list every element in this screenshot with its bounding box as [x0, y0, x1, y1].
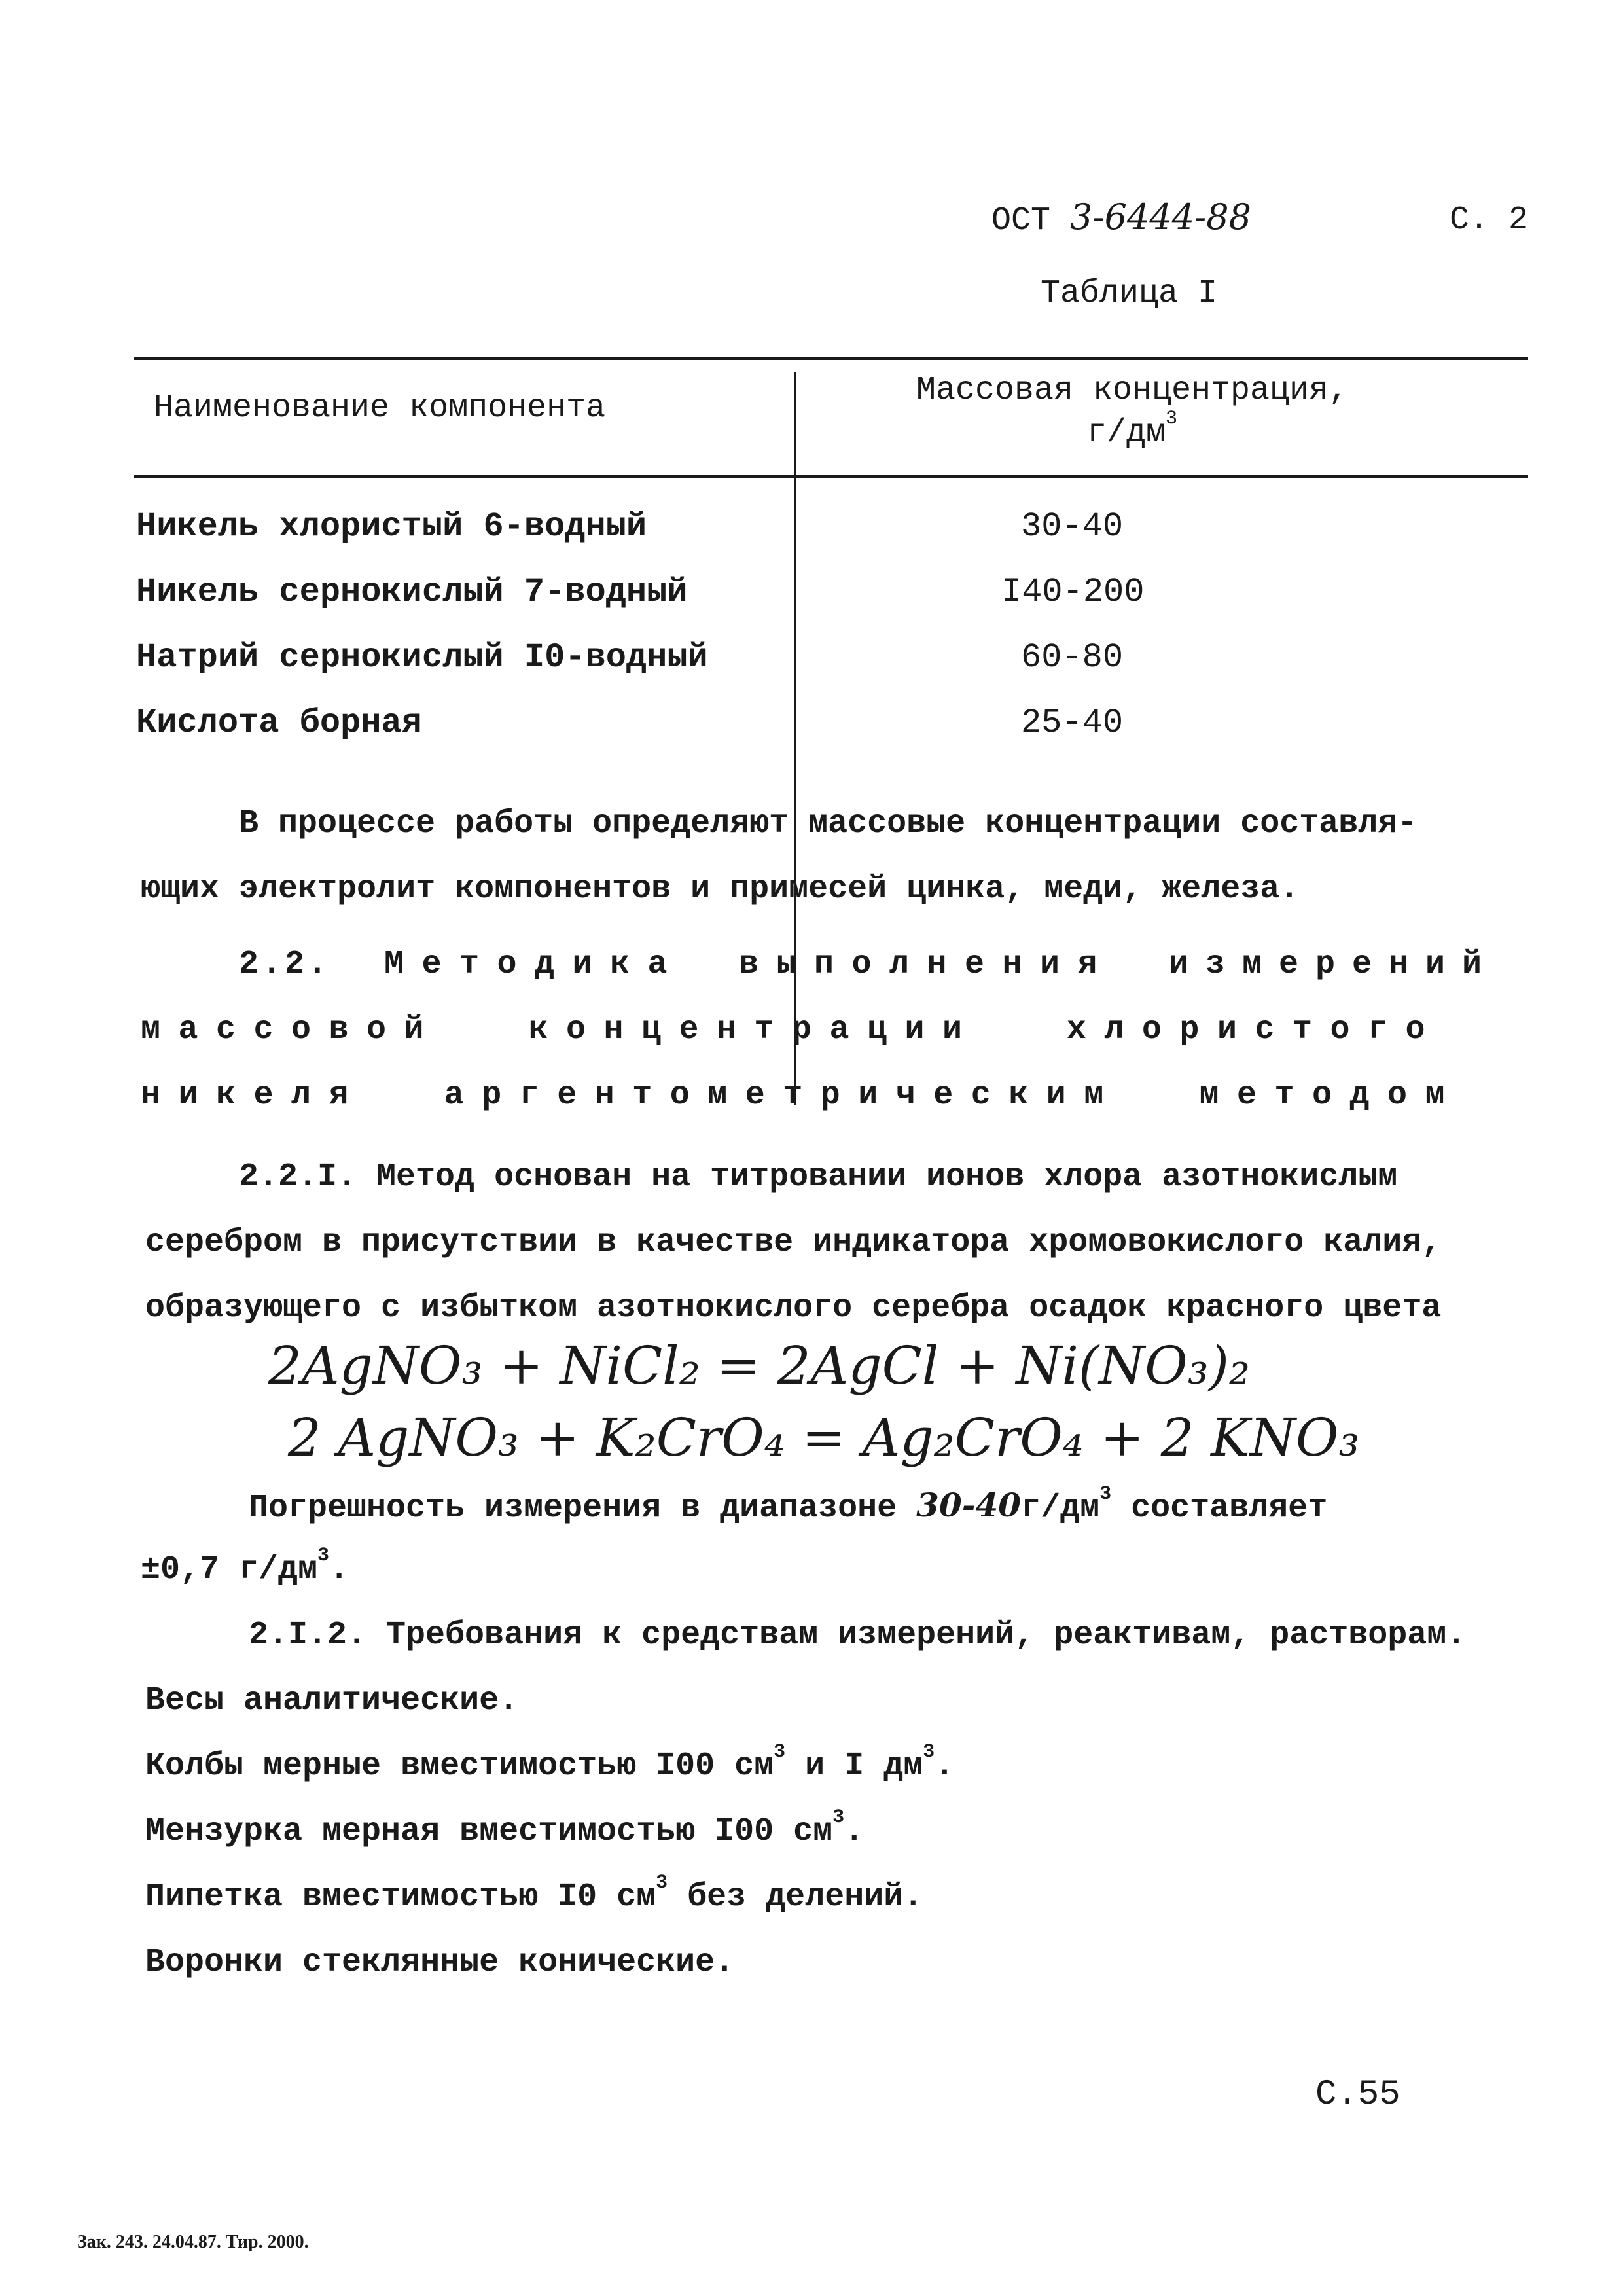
section-number: 2.2. — [239, 946, 331, 983]
table-column-divider — [794, 372, 796, 1105]
page-number: С. 2 — [1450, 202, 1529, 239]
section-word: Методика — [383, 946, 686, 983]
equation-nitrate-chromate: 2 AgNO₃ + K₂CrO₄ = Ag₂CrO₄ + 2 KNO₃ — [288, 1407, 1360, 1468]
footer-page-label: С.55 — [1315, 2075, 1400, 2115]
standard-prefix: ОСТ — [991, 202, 1051, 240]
requirements-item: Воронки стеклянные конические. — [145, 1944, 735, 1981]
table-top-rule — [134, 357, 1528, 360]
concentration-value: 30-40 — [1021, 507, 1124, 546]
equation-nitrate-chloride: 2AgNO₃ + NiCl₂ = 2AgCl + Ni(NO₃)₂ — [268, 1335, 1251, 1396]
section-word: измерений — [1168, 946, 1499, 983]
table-row — [136, 573, 688, 611]
section-heading-line1 — [239, 946, 1499, 983]
standard-number: 3-6444-88 — [1070, 196, 1252, 238]
section-word: массовой — [141, 1011, 442, 1049]
standard-designation — [991, 196, 1251, 240]
component-name: Кислота борная — [136, 704, 422, 742]
requirements-heading: 2.I.2. Требования к средствам измерений, реактивам, растворам. — [249, 1617, 1467, 1654]
table-row — [136, 638, 708, 677]
concentration-value: 25-40 — [1021, 704, 1124, 742]
requirements-item: Колбы мерные вместимостью I00 $см^3$ и I $дм^3$. — [145, 1741, 955, 1785]
paragraph-line: В процессе работы определяют массовые концентрации составля- — [239, 805, 1418, 842]
table-title: Таблица I — [1041, 275, 1218, 312]
component-name: Никель сернокислый 7-водный — [136, 573, 688, 611]
table-row — [136, 507, 647, 546]
paragraph-line: образующего с избытком азотнокислого серебра осадок красного цвета — [145, 1289, 1442, 1327]
section-word: аргентометрическим — [444, 1077, 1122, 1114]
paragraph-line: серебром в присутствии в качестве индикатора хромовокислого калия, — [145, 1224, 1442, 1261]
requirements-item: Весы аналитические. — [145, 1682, 519, 1719]
table-row — [136, 704, 422, 742]
section-word: выполнения — [738, 946, 1116, 983]
section-word: концентрации — [528, 1011, 980, 1049]
component-name: Никель хлористый 6-водный — [136, 507, 647, 546]
table-header-component: Наименование компонента — [154, 389, 606, 427]
requirements-item: Мензурка мерная вместимостью I00 $см^3$. — [145, 1806, 865, 1850]
component-name: Натрий сернокислый I0-водный — [136, 638, 708, 677]
print-info: Зак. 243. 24.04.87. Тир. 2000. — [77, 2232, 309, 2252]
accuracy-line2: ±0,7 $г/дм^3$. — [141, 1545, 349, 1588]
section-heading-line2 — [141, 1011, 1443, 1049]
table-header-concentration-unit: $г/дм^3$ — [1086, 408, 1178, 452]
concentration-value: 60-80 — [1021, 638, 1124, 677]
requirements-item: Пипетка вместимостью I0 $см^3$ без делений. — [145, 1872, 923, 1916]
table-header-concentration-line1: Массовая концентрация, — [916, 372, 1349, 409]
table-header-concentration — [903, 372, 1361, 452]
section-heading-line3 — [141, 1077, 1463, 1114]
section-word: методом — [1199, 1077, 1463, 1114]
concentration-value: I40-200 — [1001, 573, 1145, 611]
section-word: никеля — [141, 1077, 367, 1114]
paragraph-line: ющих электролит компонентов и примесей цинка, меди, железа. — [141, 870, 1300, 908]
section-word: хлористого — [1066, 1011, 1443, 1049]
table-header-rule — [134, 475, 1528, 478]
paragraph-line: 2.2.I. Метод основан на титровании ионов хлора азотнокислым — [239, 1158, 1398, 1196]
accuracy-line1: Погрешность измерения в диапазоне $30-40г/дм^3$ составляет — [249, 1483, 1328, 1527]
range-handwritten: 30-40 — [916, 1486, 1022, 1524]
